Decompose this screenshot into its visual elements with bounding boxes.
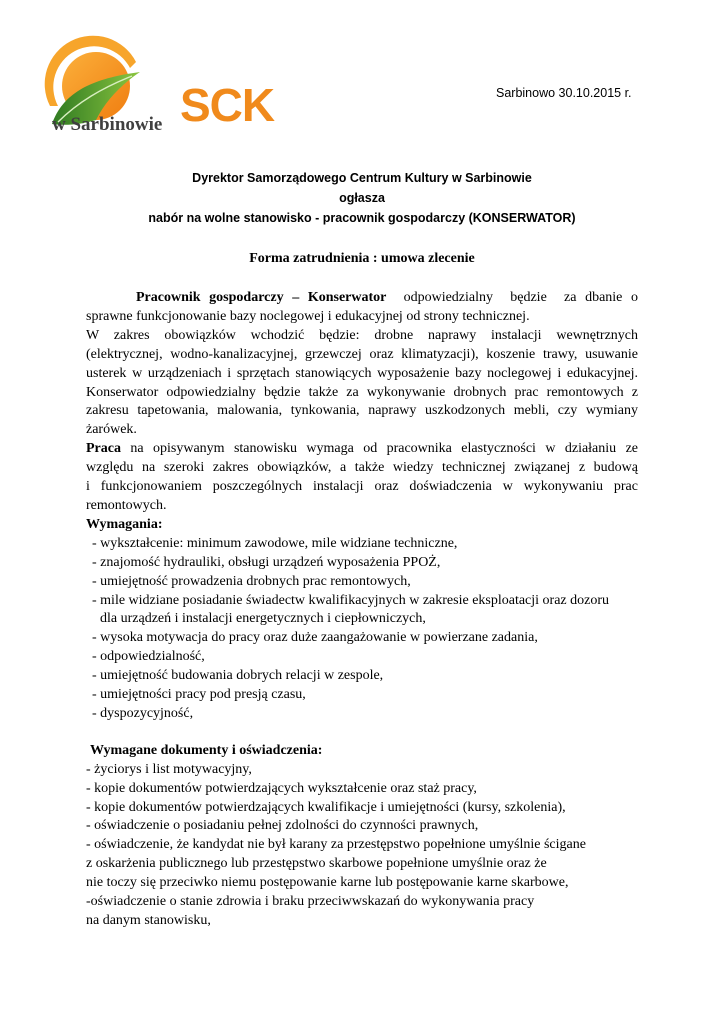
duties-line: W zakres obowiązków wchodzić będzie: drobne naprawy instalacji wewnętrznych [86,327,638,343]
praca-line: remontowych. [86,497,167,513]
praca-rest: na opisywanym stanowisku wymaga od pracownika elastyczności w działaniu ze [120,441,638,457]
logo-brand: SCK [180,79,275,131]
document-item: - oświadczenie o posiadaniu pełnej zdolności do czynności prawnych, [86,818,479,834]
document-item: - oświadczenie, że kandydat nie był karany za przestępstwo popełnione umyślnie ścigane [86,837,586,853]
sck-logo [44,28,275,136]
documents-title: Wymagane dokumenty i oświadczenia: [90,742,323,758]
document-item: - życiorys i list motywacyjny, [86,761,252,777]
document-body [86,289,638,931]
employment-form: Forma zatrudnienia : umowa zlecenie [249,251,475,266]
konserwator-line: Konserwator odpowiedzialny będzie także za wykonywanie drobnych prac remontowych z [86,384,638,400]
requirement-item: - mile widziane posiadanie świadectw kwalifikacyjnych w zakresie eksploatacji oraz dozoru [92,592,610,608]
intro-bold: Pracownik gospodarczy – Konserwator [136,290,387,305]
announcement-heading [0,168,724,228]
duties-line: usterek w urządzeniach i sprzętach stanowiących wyposażenie bazy noclegowej i edukacyjnej. [86,365,638,381]
intro-line-1 [86,289,638,308]
document-item: nie toczy się przeciwko niemu postępowanie karne lub postępowanie karne skarbowe, [86,875,569,891]
document-item: na danym stanowisku, [86,913,211,928]
praca-line: względu na szeroki zakres obowiązków, a także wiedzy technicznej związanej z budową [86,460,638,476]
praca-line-1 [86,440,638,459]
requirement-item: - dyspozycyjność, [92,705,194,721]
duties-line: (elektrycznej, wodno-kanalizacyjnej, grzewczej oraz klimatyzacji), koszenie trawy, usuwanie [86,346,638,362]
requirement-item: - umiejętność budowania dobrych relacji w zespole, [92,668,384,684]
document-item: - kopie dokumentów potwierdzających wykształcenie oraz staż pracy, [86,780,477,796]
konserwator-line: zakresu tapetowania, malowania, tynkowania, naprawy uszkodzonych mebli, czy wymiany [86,403,638,419]
requirement-item-continuation: dla urządzeń i instalacji energetycznych i ciepłowniczych, [100,611,426,627]
document-item: -oświadczenie o stanie zdrowia i braku przeciwwskazań do wykonywania pracy [86,894,535,910]
document-item: z oskarżenia publicznego lub przestępstwo skarbowe popełnione umyślnie oraz że [86,856,547,872]
requirement-item: - umiejętność prowadzenia drobnych prac remontowych, [92,573,411,589]
requirement-item: - wykształcenie: minimum zawodowe, mile widziane techniczne, [92,535,458,551]
logo-subtitle: w Sarbinowie [52,114,163,135]
requirement-item: - znajomość hydrauliki, obsługi urządzeń wyposażenia PPOŻ, [92,554,441,570]
intro-line-2: sprawne funkcjonowanie bazy noclegowej i edukacyjnej od strony technicznej. [86,308,530,324]
praca-line: i funkcjonowaniem poszczególnych instalacji oraz doświadczenia w wykonywaniu prac [86,479,638,495]
requirement-item: - odpowiedzialność, [92,649,205,665]
heading-line-2: ogłasza [339,191,385,205]
heading-line-1: Dyrektor Samorządowego Centrum Kultury w Sarbinowie [192,171,532,185]
document-item: - kopie dokumentów potwierdzających kwalifikacje i umiejętności (kursy, szkolenia), [86,799,566,815]
intro-rest: odpowiedzialny będzie za dbanie o [386,290,638,305]
document-date: Sarbinowo 30.10.2015 r. [496,86,632,100]
requirements-title: Wymagania: [86,516,163,532]
praca-bold: Praca [86,441,121,457]
konserwator-line: żarówek. [86,422,137,438]
heading-line-3: nabór na wolne stanowisko - pracownik gospodarczy (KONSERWATOR) [148,211,576,225]
requirement-item: - umiejętności pracy pod presją czasu, [92,687,306,703]
section-gap [86,724,638,742]
requirement-item: - wysoka motywacja do pracy oraz duże zaangażowanie w powierzane zadania, [92,630,538,646]
